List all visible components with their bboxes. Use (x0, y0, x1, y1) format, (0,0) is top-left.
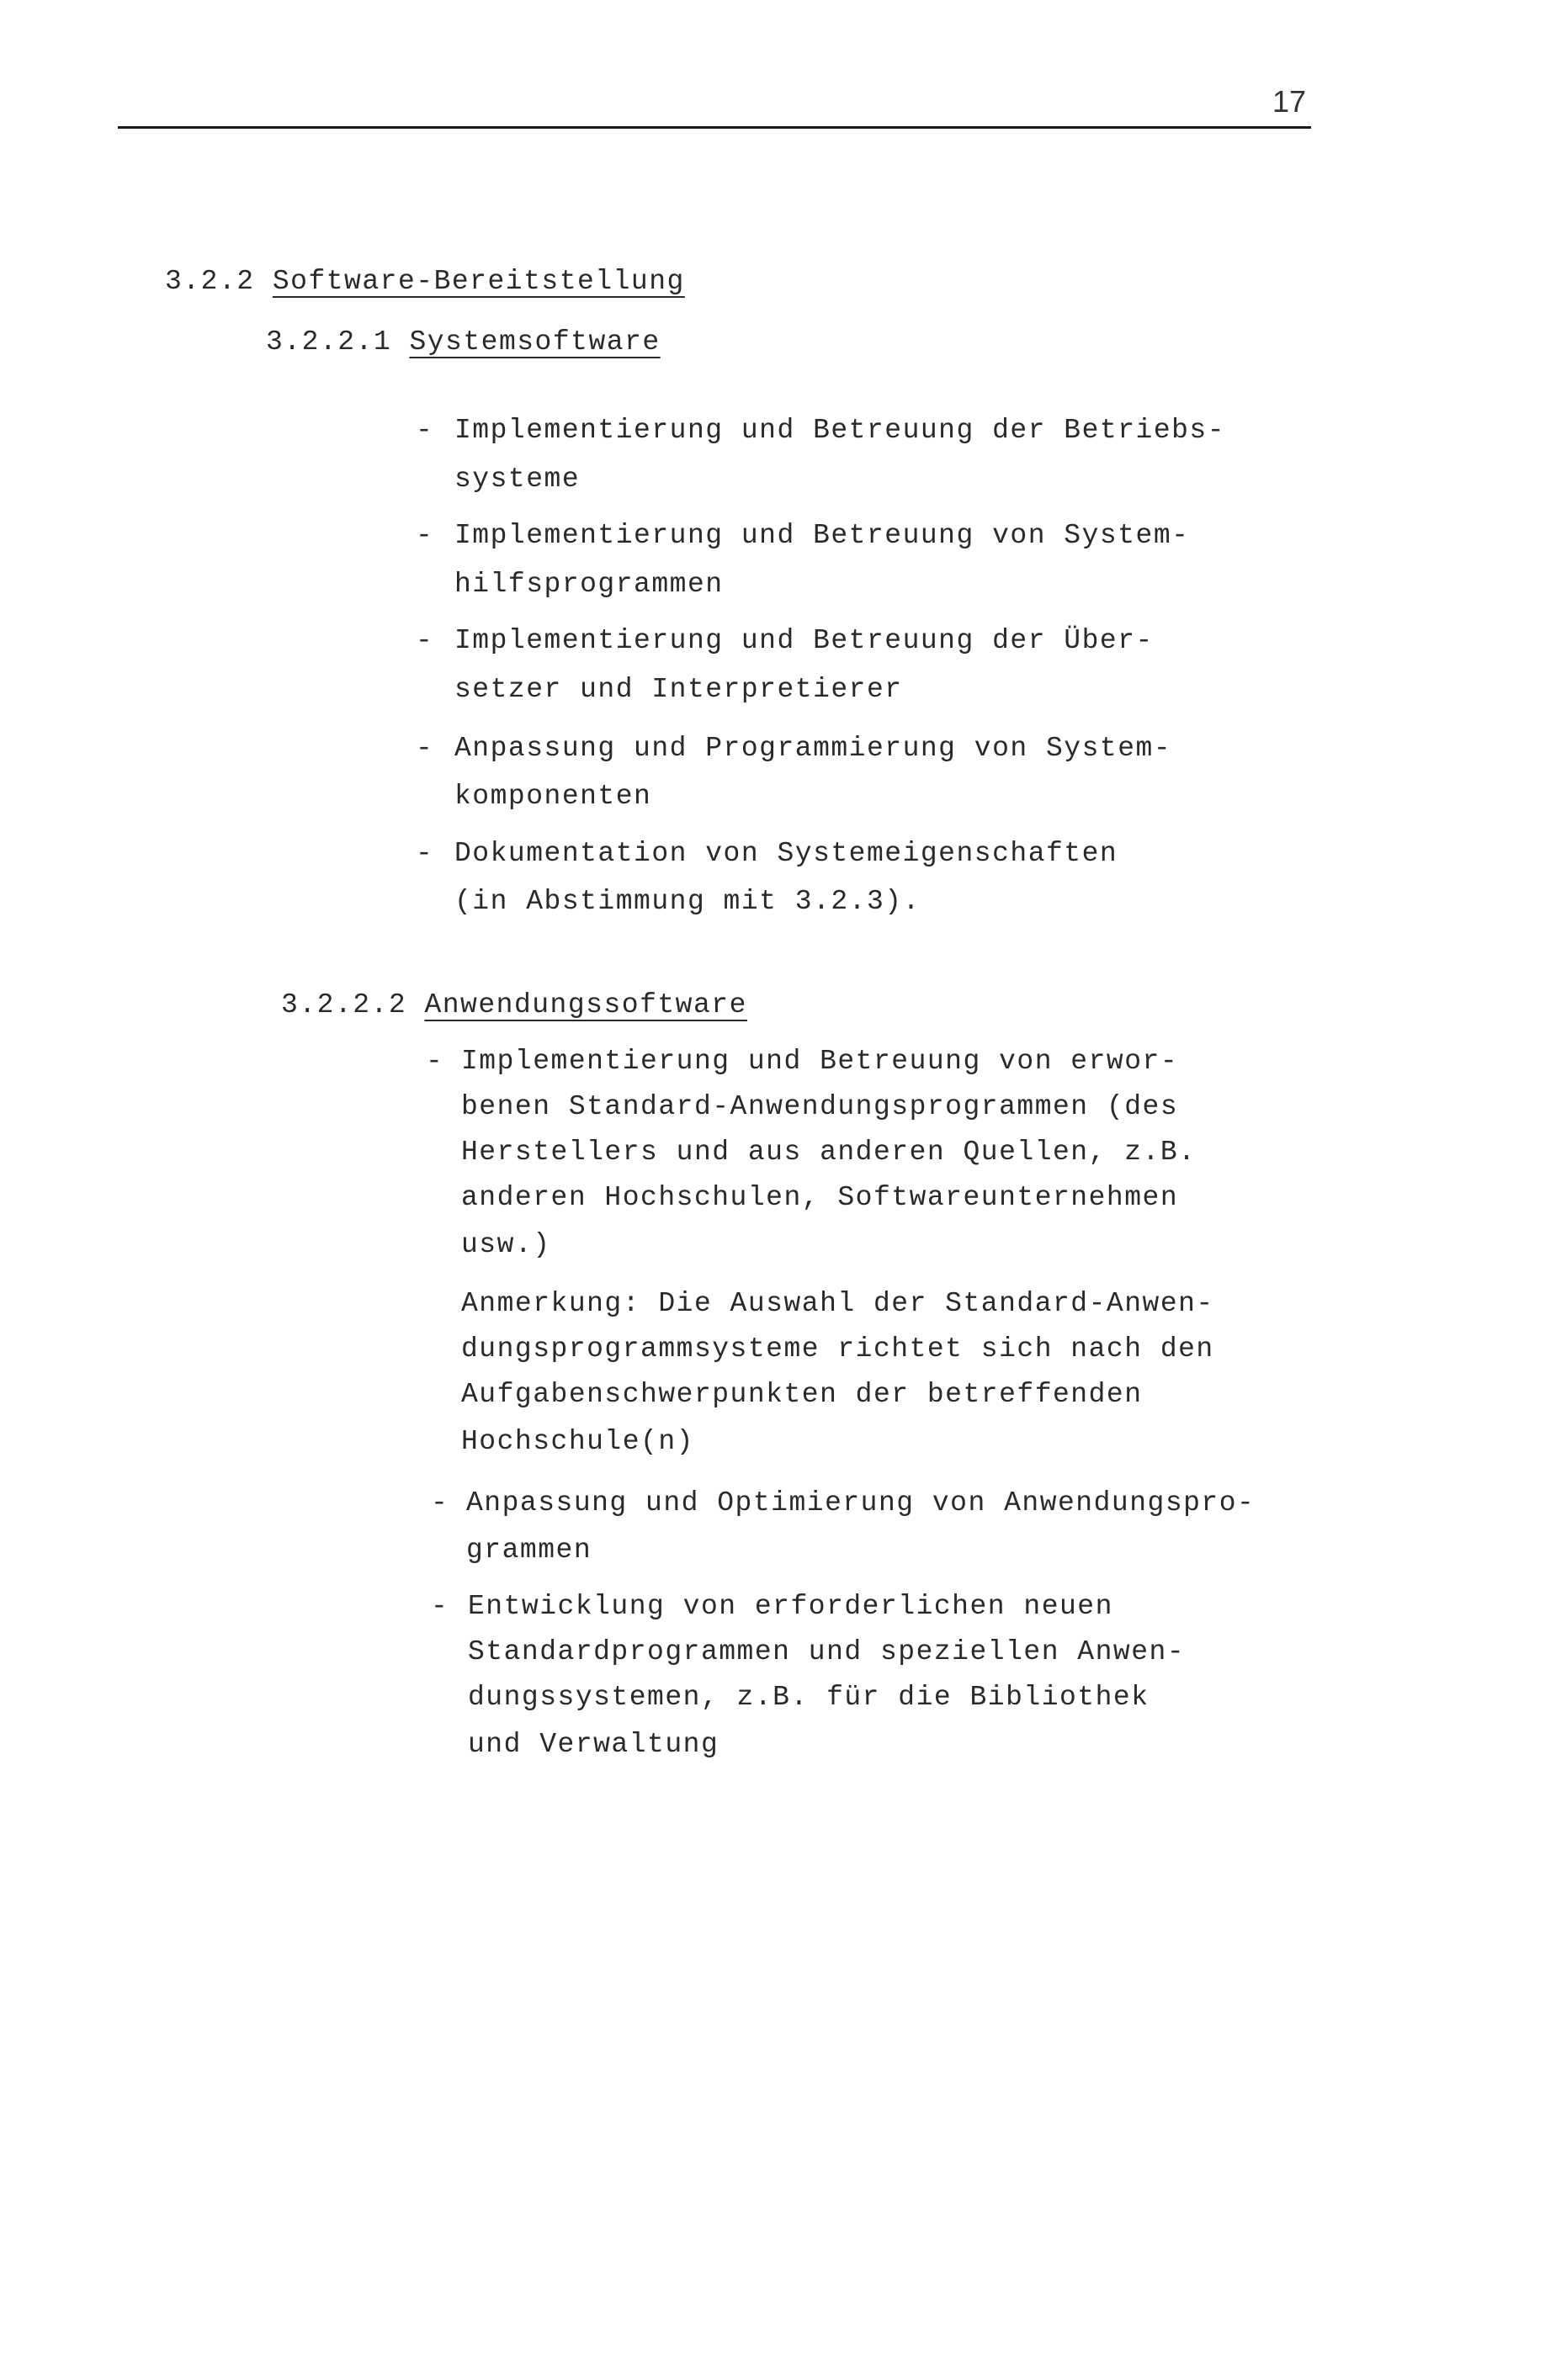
list-item-line: Implementierung und Betreuung von erwor- (461, 1046, 1179, 1077)
list-item-line: hilfsprogrammen (454, 569, 724, 600)
section-number: 3.2.2 (165, 266, 255, 297)
list-bullet: - (426, 1046, 443, 1077)
section-title: Anwendungssoftware (424, 989, 747, 1020)
section-title: Systemsoftware (409, 326, 661, 358)
list-bullet: - (416, 520, 433, 551)
list-bullet: - (416, 625, 433, 656)
section-heading-3222 (281, 991, 747, 1019)
section-number: 3.2.2.1 (266, 326, 392, 358)
section-title: Software-Bereitstellung (272, 266, 685, 297)
note-line: Hochschule(n) (461, 1426, 694, 1457)
page-number: 17 (1272, 84, 1307, 119)
list-bullet: - (431, 1591, 448, 1622)
list-item-line: Anpassung und Optimierung von Anwendungspro- (466, 1487, 1256, 1519)
note-line: Aufgabenschwerpunkten der betreffenden (461, 1379, 1143, 1410)
list-bullet: - (431, 1487, 448, 1519)
note-line: dungsprogrammsysteme richtet sich nach den (461, 1333, 1214, 1365)
list-item-line: systeme (454, 464, 581, 495)
list-item-line: (in Abstimmung mit 3.2.3). (454, 886, 921, 917)
list-item-line: Entwicklung von erforderlichen neuen (468, 1591, 1113, 1622)
section-heading-3221 (266, 328, 661, 356)
list-item-line: Herstellers und aus anderen Quellen, z.B. (461, 1137, 1197, 1168)
header-rule (118, 126, 1311, 129)
list-item-line: komponenten (454, 781, 652, 812)
list-item-line: Implementierung und Betreuung der Über- (454, 625, 1154, 656)
section-heading-322 (165, 268, 685, 295)
list-item-line: grammen (466, 1535, 592, 1566)
note-line: Anmerkung: Die Auswahl der Standard-Anwen- (461, 1288, 1214, 1319)
list-item-line: Dokumentation von Systemeigenschaften (454, 838, 1118, 869)
list-item-line: Anpassung und Programmierung von System- (454, 733, 1172, 764)
list-bullet: - (416, 733, 433, 764)
list-item-line: und Verwaltung (468, 1729, 719, 1760)
list-item-line: usw.) (461, 1229, 551, 1260)
list-bullet: - (416, 415, 433, 446)
list-item-line: Implementierung und Betreuung von System- (454, 520, 1190, 551)
list-item-line: benen Standard-Anwendungsprogrammen (des (461, 1091, 1179, 1122)
list-item-line: dungssystemen, z.B. für die Bibliothek (468, 1682, 1150, 1713)
list-item-line: setzer und Interpretierer (454, 674, 903, 705)
section-number: 3.2.2.2 (281, 989, 407, 1020)
list-item-line: Standardprogrammen und speziellen Anwen- (468, 1636, 1186, 1667)
list-item-line: anderen Hochschulen, Softwareunternehmen (461, 1182, 1179, 1213)
list-bullet: - (416, 838, 433, 869)
list-item-line: Implementierung und Betreuung der Betriebs- (454, 415, 1226, 446)
